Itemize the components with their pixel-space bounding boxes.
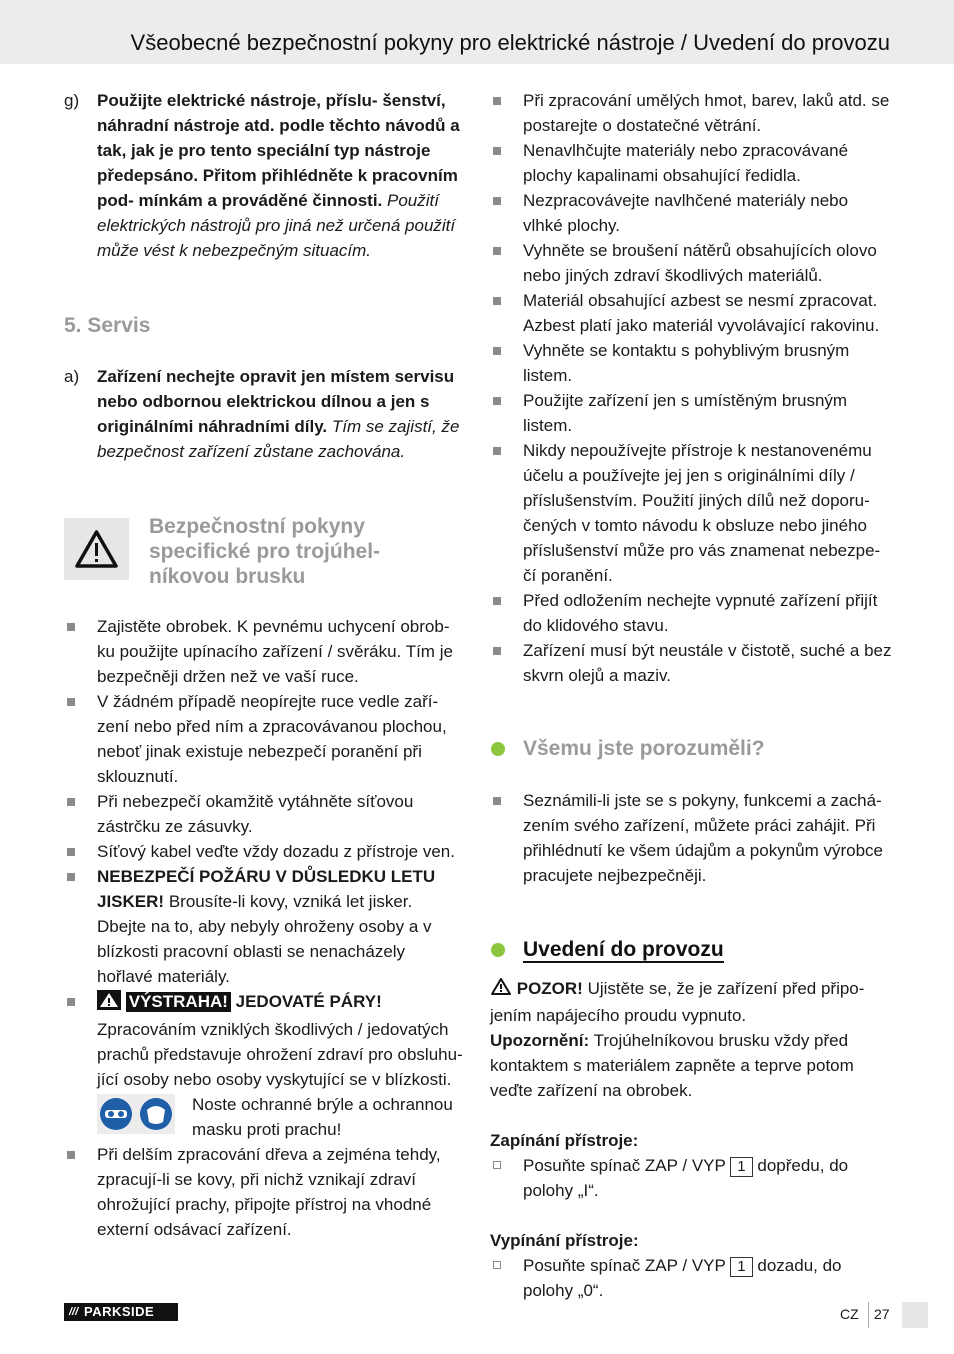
list-item: Síťový kabel veďte vždy dozadu z přístroje ven. xyxy=(64,839,464,864)
section-title-startup: Uvedení do provozu xyxy=(490,936,892,964)
note-bold: Upozornění: xyxy=(490,1031,590,1050)
ppe-icons xyxy=(97,1094,175,1134)
safety-heading-block xyxy=(64,514,464,588)
ppe-text: Noste ochranné brýle a ochrannou masku proti prachu! xyxy=(192,1095,453,1139)
item-a-italic: Tím se zajistí, že bezpečnost zařízení zůstane zachována. xyxy=(97,417,460,461)
right-column xyxy=(490,88,892,1303)
item-g-italic: Použití elektrických nástrojů pro jiná než určená použití může vést k nebezpečným situacím. xyxy=(97,191,456,260)
bullet-square-icon xyxy=(493,97,501,105)
bullet-square-icon xyxy=(493,247,501,255)
bullet-square-icon xyxy=(493,397,501,405)
page-number: 27 xyxy=(874,1306,890,1322)
switch-off-heading: Vypínání přístroje: xyxy=(490,1231,639,1250)
list-item: Zařízení musí být neustále v čistotě, suché a bez skvrn olejů a maziv. xyxy=(490,638,892,688)
item-g-bold: Použijte elektrické nástroje, příslu- šenství, náhradní nástroje atd. podle těchto návodů a tak, jak je pro tento speciální typ nástroje předepsáno. Přitom přihlédněte k pracovním pod- mínkám a prováděné činnosti. xyxy=(97,91,460,210)
list-item: Nenavlhčujte materiály nebo zpracovávané plochy kapalinami obsahující ředidla. xyxy=(490,138,892,188)
bullet-square-icon xyxy=(493,597,501,605)
footer-divider xyxy=(868,1302,869,1328)
list-item-switch-on: Posuňte spínač ZAP / VYP 1 dopředu, do polohy „I“. xyxy=(490,1153,892,1203)
toxic-warning-bold: JEDOVATÉ PÁRY! xyxy=(235,992,382,1011)
bullet-square-icon xyxy=(67,623,75,631)
bullet-square-icon xyxy=(67,1151,75,1159)
bullet-square-icon xyxy=(67,998,75,1006)
language-code: CZ xyxy=(840,1306,859,1322)
warning-triangle-icon xyxy=(64,518,129,580)
list-item: Zajistěte obrobek. K pevnému uchycení obrob- ku použijte upínacího zařízení / svěráku. Tím je bezpečněji držen než ve vaší ruce. xyxy=(64,614,464,689)
warning-triangle-icon xyxy=(97,990,121,1017)
item-marker: g) xyxy=(64,91,80,110)
list-item: Při nebezpečí okamžitě vytáhněte síťovou zástrčku ze zásuvky. xyxy=(64,789,464,839)
bullet-open-square-icon xyxy=(493,1161,501,1169)
fire-warning-bold: NEBEZPEČÍ POŽÁRU V DŮSLEDKU LETU JISKER! xyxy=(97,867,436,911)
bullet-open-square-icon xyxy=(493,1261,501,1269)
list-item-a xyxy=(64,364,464,464)
part-number-box: 1 xyxy=(730,1157,752,1177)
list-item: Při delším zpracování dřeva a zejména tehdy, zpracují-li se kovy, při nichž vznikají zdraví ohrožující prachy, připojte přístroj na vhodné externí odsávací zařízení. xyxy=(64,1142,464,1242)
warning-tag: VÝSTRAHA! xyxy=(126,992,231,1012)
bullet-square-icon xyxy=(493,297,501,305)
logo-stripes: /// xyxy=(69,1306,79,1318)
section-title-understood: Všemu jste porozuměli? xyxy=(490,735,892,763)
list-item-toxic: VÝSTRAHA! JEDOVATÉ PÁRY! Zpracováním vzniklých škodlivých / jedovatých prachů představuje ohrožení zdraví pro obsluhu- jící osoby nebo osoby vyskytující se v blízkosti. Noste ochranné brýle a ochrannou masku proti prachu! xyxy=(64,989,464,1142)
bullet-dot-icon xyxy=(491,943,505,957)
note-paragraph: Upozornění: Trojúhelníkovou brusku vždy před kontaktem s materiálem zapněte a teprve potom veďte zařízení na obrobek. xyxy=(490,1031,854,1100)
caution-bold: POZOR! xyxy=(516,979,583,998)
bullet-square-icon xyxy=(493,347,501,355)
bullet-square-icon xyxy=(67,798,75,806)
page-title: Všeobecné bezpečnostní pokyny pro elektrické nástroje / Uvedení do provozu xyxy=(130,30,890,55)
page-tab xyxy=(902,1302,928,1328)
list-item: Seznámili-li jste se s pokyny, funkcemi a zachá- zením svého zařízení, můžete práci zahájit. Při přihlédnutí ke všem údajům a pokynům výrobce pracujete nejbezpečněji. xyxy=(490,788,892,888)
left-column xyxy=(64,88,464,1242)
list-item: Vyhněte se kontaktu s pohyblivým brusným listem. xyxy=(490,338,892,388)
section-title-safety: Bezpečnostní pokyny specifické pro trojúhel- níkovou brusku xyxy=(149,515,381,588)
bullet-dot-icon xyxy=(491,742,505,756)
list-item: Nikdy nepoužívejte přístroje k nestanovenému účelu a používejte jej jen s originálními díly / příslušenstvím. Použití jiných dílů než doporu- čených v tomto návodu k obsluze nebo jiného příslušenství může pro vás znamenat nebezpe- čí poranění. xyxy=(490,438,892,588)
list-item-switch-off: Posuňte spínač ZAP / VYP 1 dozadu, do polohy „0“. xyxy=(490,1253,892,1303)
section-title-servis: 5. Servis xyxy=(64,314,151,337)
list-item: V žádném případě neopírejte ruce vedle zaří- zení nebo před ním a zpracovávanou plochou, neboť jinak existuje nebezpečí poranění při sklouznutí. xyxy=(64,689,464,789)
bullet-square-icon xyxy=(493,797,501,805)
right-bullet-list xyxy=(490,88,892,688)
ppe-row xyxy=(97,1092,464,1142)
list-item: Před odložením nechejte vypnuté zařízení přijít do klidového stavu. xyxy=(490,588,892,638)
caution-paragraph: POZOR! Ujistěte se, že je zařízení před připo- jením napájecího proudu vypnuto. xyxy=(490,979,865,1025)
bullet-square-icon xyxy=(67,873,75,881)
warning-triangle-icon xyxy=(490,977,512,1003)
item-a-bold: Zařízení nechejte opravit jen místem servisu nebo odbornou elektrickou dílnou a jen s originálními náhradními díly. xyxy=(97,367,455,436)
switch-on-heading: Zapínání přístroje: xyxy=(490,1131,639,1150)
bullet-square-icon xyxy=(493,647,501,655)
left-bullet-list xyxy=(64,614,464,1242)
bullet-square-icon xyxy=(67,698,75,706)
list-item: Při zpracování umělých hmot, barev, laků atd. se postarejte o dostatečné větrání. xyxy=(490,88,892,138)
bullet-square-icon xyxy=(493,447,501,455)
list-item: Použijte zařízení jen s umístěným brusným listem. xyxy=(490,388,892,438)
list-item: Vyhněte se broušení nátěrů obsahujících olovo nebo jiných zdraví škodlivých materiálů. xyxy=(490,238,892,288)
brand-logo xyxy=(64,1303,178,1321)
list-item: Materiál obsahující azbest se nesmí zpracovat. Azbest platí jako materiál vyvolávající rakovinu. xyxy=(490,288,892,338)
bullet-square-icon xyxy=(67,848,75,856)
list-item-fire: NEBEZPEČÍ POŽÁRU V DŮSLEDKU LETU JISKER! Brousíte-li kovy, vzniká let jisker. Dbejte na to, aby nebyly ohroženy osoby a v blízkosti pracovní oblasti se nenacházely hořlavé materiály. xyxy=(64,864,464,989)
part-number-box: 1 xyxy=(730,1257,752,1277)
bullet-square-icon xyxy=(493,197,501,205)
list-item: Nezpracovávejte navlhčené materiály nebo vlhké plochy. xyxy=(490,188,892,238)
bullet-square-icon xyxy=(493,147,501,155)
item-marker: a) xyxy=(64,367,80,386)
logo-text: PARKSIDE xyxy=(84,1304,155,1319)
list-item-g xyxy=(64,88,464,263)
